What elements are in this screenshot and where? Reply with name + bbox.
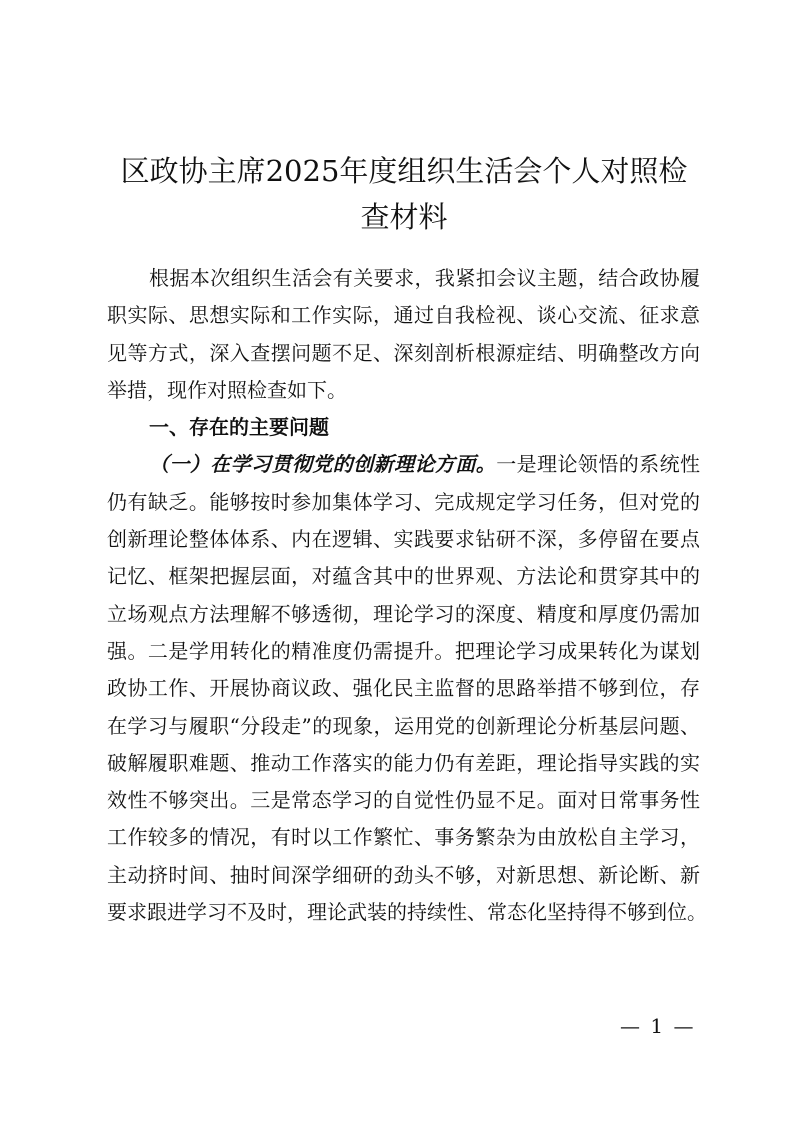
text-line: 破解履职难题、推动工作落实的能力仍有差距，理论指导实践的实: [107, 750, 700, 775]
text-line: 强。二是学用转化的精准度仍需提升。把理论学习成果转化为谋划: [107, 638, 700, 663]
title-line-1: 区政协主席2025年度组织生活会个人对照检: [120, 154, 688, 188]
text-line: [107, 446, 700, 483]
subsection-lead: （一）在学习贯彻党的创新理论方面。: [149, 452, 497, 477]
document-body: [107, 260, 707, 931]
text-line: 创新理论整体体系、内在逻辑、实践要求钻研不深，多停留在要点: [107, 527, 700, 552]
text-line: 主动挤时间、抽时间深学细研的劲头不够，对新思想、新论断、新: [107, 862, 700, 887]
text-line: 见等方式，深入查摆问题不足、深刻剖析根源症结、明确整改方向: [107, 340, 700, 365]
title-line-2: 查材料: [360, 200, 448, 234]
intro-paragraph: [107, 260, 700, 409]
text-line: 工作较多的情况，有时以工作繁忙、事务繁杂为由放松自主学习，: [107, 825, 700, 850]
text-line: 要求跟进学习不及时，理论武装的持续性、常态化坚持得不够到位。: [107, 900, 707, 925]
text-span: 一是理论领悟的系统性: [496, 452, 701, 477]
text-line: 举措，现作对照检查如下。: [107, 377, 347, 402]
section-1-paragraph: [107, 446, 707, 931]
page-number: — 1 —: [620, 1014, 696, 1038]
text-line: 立场观点方法理解不够透彻，理论学习的深度、精度和厚度仍需加: [107, 601, 700, 626]
text-line: 效性不够突出。三是常态学习的自觉性仍显不足。面对日常事务性: [107, 788, 700, 813]
text-line: 在学习与履职“分段走”的现象，运用党的创新理论分析基层问题、: [107, 713, 700, 738]
text-line: 政协工作、开展协商议政、强化民主监督的思路举措不够到位，存: [107, 676, 700, 701]
section-heading: 一、存在的主要问题: [149, 415, 329, 440]
document-title: [108, 148, 700, 240]
text-line: 记忆、框架把握层面，对蕴含其中的世界观、方法论和贯穿其中的: [107, 564, 700, 589]
text-line: 根据本次组织生活会有关要求，我紧扣会议主题，结合政协履: [149, 266, 700, 290]
text-line: 职实际、思想实际和工作实际，通过自我检视、谈心交流、征求意: [107, 303, 700, 328]
text-line: 仍有缺乏。能够按时参加集体学习、完成规定学习任务，但对党的: [107, 489, 700, 514]
